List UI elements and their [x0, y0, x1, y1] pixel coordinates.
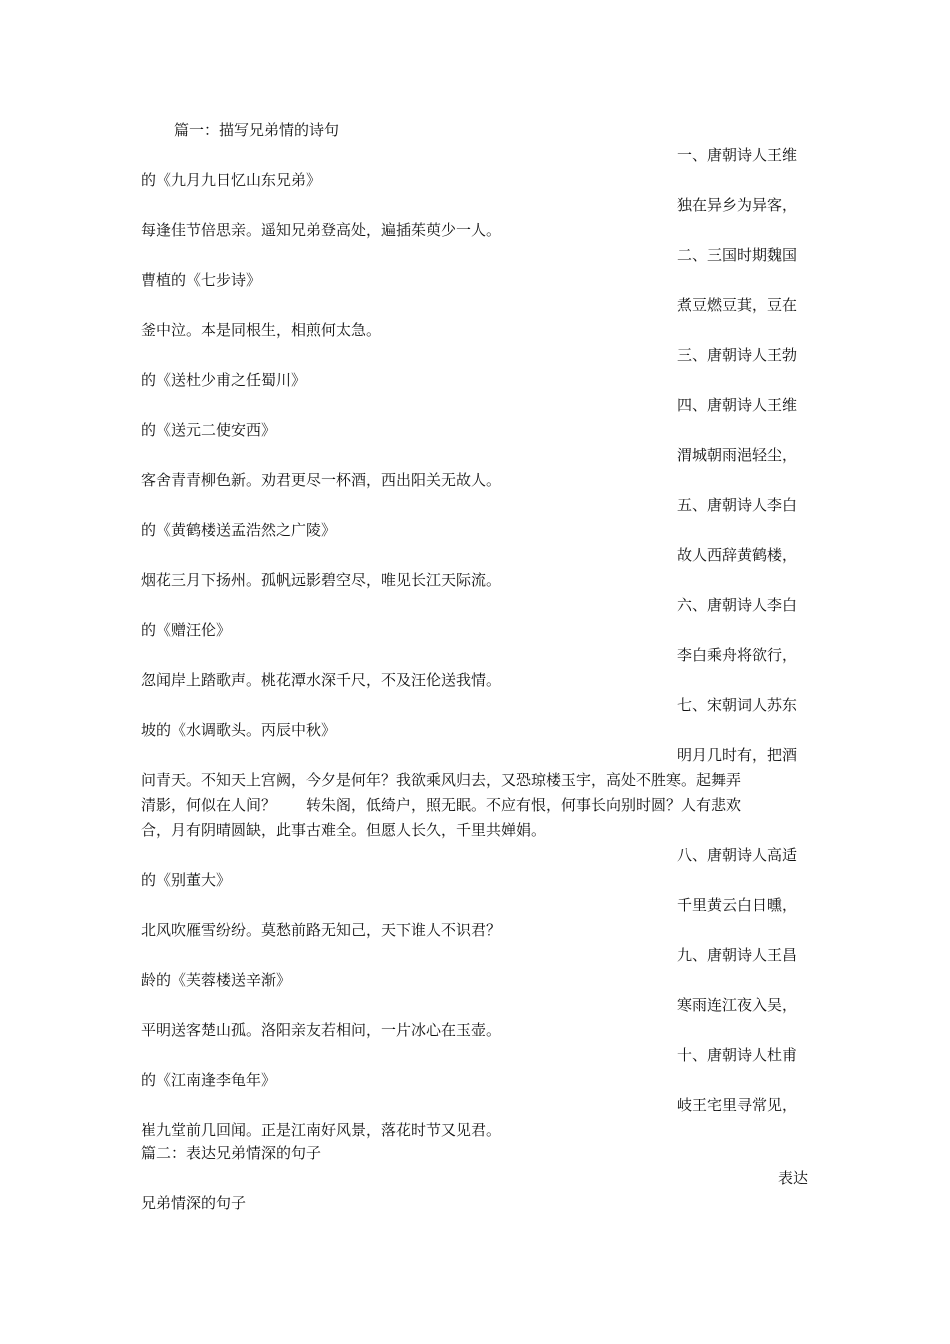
poem-line: 独在异乡为异客， [677, 196, 798, 214]
poem-line: 曹植的《七步诗》 [141, 271, 262, 289]
poem-line: 煮豆燃豆萁，豆在 [677, 296, 798, 314]
poem-line: 忽闻岸上踏歌声。桃花潭水深千尺，不及汪伦送我情。 [141, 671, 502, 689]
poem-line: 的《送元二使安西》 [141, 421, 277, 439]
poem-line: 的《别董大》 [141, 871, 232, 889]
heading-part-one: 篇一：描写兄弟情的诗句 [174, 121, 340, 139]
poem-line: 十、唐朝诗人杜甫 [677, 1046, 798, 1064]
poem-line: 平明送客楚山孤。洛阳亲友若相问，一片冰心在玉壶。 [141, 1021, 502, 1039]
poem-line: 八、唐朝诗人高适 [677, 846, 798, 864]
poem-line: 三、唐朝诗人王勃 [677, 346, 798, 364]
poem-line: 的《赠汪伦》 [141, 621, 232, 639]
poem-line: 北风吹雁雪纷纷。莫愁前路无知己，天下谁人不识君？ [141, 921, 502, 939]
poem-line: 七、宋朝词人苏东 [677, 696, 798, 714]
poem-line: 一、唐朝诗人王维 [677, 146, 798, 164]
poem-line: 合，月有阴晴圆缺，此事古难全。但愿人长久，千里共婵娟。 [141, 821, 547, 839]
heading-part-two-continued: 兄弟情深的句子 [141, 1194, 247, 1212]
poem-line: 明月几时有，把酒 [677, 746, 798, 764]
poem-line: 釜中泣。本是同根生，相煎何太急。 [141, 321, 382, 339]
poem-line: 二、三国时期魏国 [677, 246, 798, 264]
poem-line: 的《江南逢李龟年》 [141, 1071, 277, 1089]
poem-line: 的《九月九日忆山东兄弟》 [141, 171, 322, 189]
poem-line: 龄的《芙蓉楼送辛渐》 [141, 971, 292, 989]
poem-line: 客舍青青柳色新。劝君更尽一杯酒，西出阳关无故人。 [141, 471, 502, 489]
poem-line: 五、唐朝诗人李白 [677, 496, 798, 514]
poem-line: 李白乘舟将欲行， [677, 646, 798, 664]
poem-line: 问青天。不知天上宫阙，今夕是何年？我欲乘风归去，又恐琼楼玉宇，高处不胜寒。起舞弄 [141, 771, 742, 789]
poem-line: 清影，何似在人间？ 转朱阁，低绮户，照无眠。不应有恨，何事长向别时圆？人有悲欢 [141, 796, 742, 814]
poem-line: 四、唐朝诗人王维 [677, 396, 798, 414]
poem-line: 九、唐朝诗人王昌 [677, 946, 798, 964]
poem-line: 烟花三月下扬州。孤帆远影碧空尽，唯见长江天际流。 [141, 571, 502, 589]
poem-line: 的《黄鹤楼送孟浩然之广陵》 [141, 521, 337, 539]
poem-line: 寒雨连江夜入吴， [677, 996, 798, 1014]
poem-line: 故人西辞黄鹤楼， [677, 546, 798, 564]
poem-line: 渭城朝雨浥轻尘， [677, 446, 798, 464]
poem-line: 每逢佳节倍思亲。遥知兄弟登高处，遍插茱萸少一人。 [141, 221, 502, 239]
poem-line: 的《送杜少甫之任蜀川》 [141, 371, 307, 389]
heading-part-two: 篇二：表达兄弟情深的句子 [141, 1144, 322, 1162]
poem-line: 崔九堂前几回闻。正是江南好风景，落花时节又见君。 [141, 1121, 502, 1139]
heading-part-two-right: 表达 [778, 1169, 809, 1187]
poem-line: 六、唐朝诗人李白 [677, 596, 798, 614]
poem-line: 岐王宅里寻常见， [677, 1096, 798, 1114]
poem-line: 千里黄云白日曛， [677, 896, 798, 914]
poem-line: 坡的《水调歌头。丙辰中秋》 [141, 721, 337, 739]
